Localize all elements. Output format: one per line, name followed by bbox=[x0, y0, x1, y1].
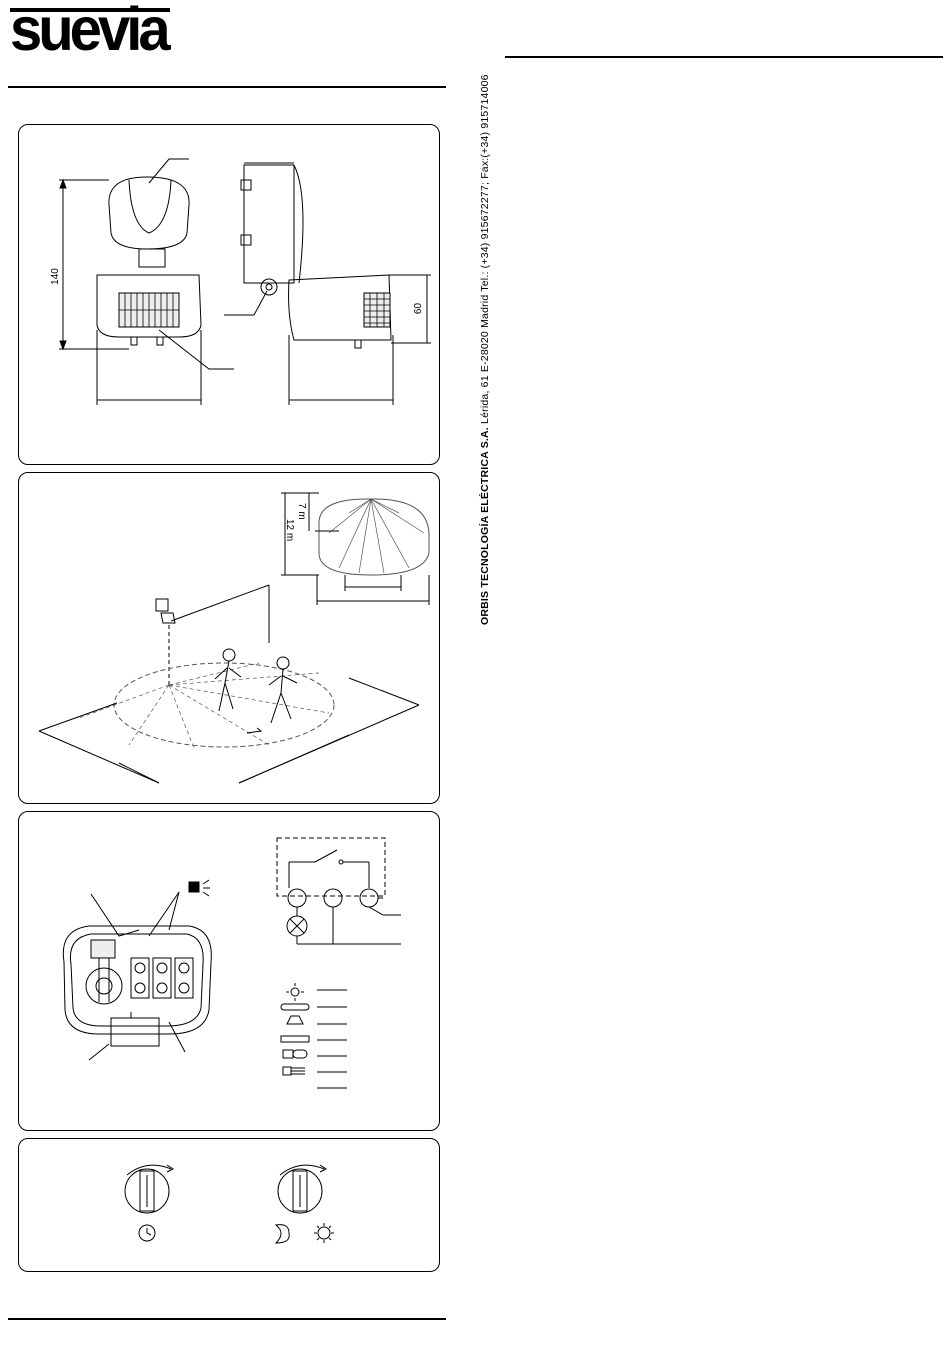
suevia-logo: suevia bbox=[10, 0, 167, 64]
moon-icon bbox=[276, 1225, 289, 1243]
header-rule-left bbox=[8, 86, 446, 88]
detection-drawing bbox=[19, 473, 440, 804]
fluorescent-tube-icon bbox=[281, 1004, 309, 1010]
dimensions-panel bbox=[18, 124, 440, 465]
sun-icon bbox=[314, 1223, 334, 1243]
footer-rule bbox=[8, 1318, 446, 1320]
time-knob bbox=[125, 1165, 173, 1213]
low-energy-lamp-icon bbox=[283, 1067, 305, 1075]
front-range-label: 7 m bbox=[296, 503, 307, 520]
controls-panel bbox=[18, 1138, 440, 1272]
height-dimension-label: 140 bbox=[49, 268, 61, 285]
wiring-panel bbox=[18, 811, 440, 1131]
company-address: Lérida, 61 E-28020 Madrid Tel.: (+34) 915672277; Fax:(+34) 915714006 bbox=[479, 74, 491, 428]
side-range-label: 12 m bbox=[284, 519, 295, 542]
detection-panel bbox=[18, 472, 440, 804]
depth-dimension-label: 60 bbox=[413, 302, 425, 315]
header-rule-right bbox=[505, 56, 943, 58]
sensor-head bbox=[109, 177, 189, 249]
incandescent-lamp-icon bbox=[286, 983, 304, 1001]
compact-fluorescent-icon bbox=[283, 1050, 307, 1058]
company-name: ORBIS TECNOLOGÍA ELÉCTRICA S.A. bbox=[479, 427, 491, 625]
clock-icon bbox=[139, 1225, 155, 1241]
dimensions-drawing bbox=[19, 125, 440, 465]
halogen-lamp-icon bbox=[287, 1016, 303, 1024]
company-contact bbox=[479, 74, 495, 625]
controls-drawing bbox=[19, 1139, 440, 1272]
wiring-drawing bbox=[19, 812, 440, 1131]
lux-knob bbox=[278, 1165, 326, 1213]
linear-halogen-icon bbox=[281, 1036, 309, 1042]
